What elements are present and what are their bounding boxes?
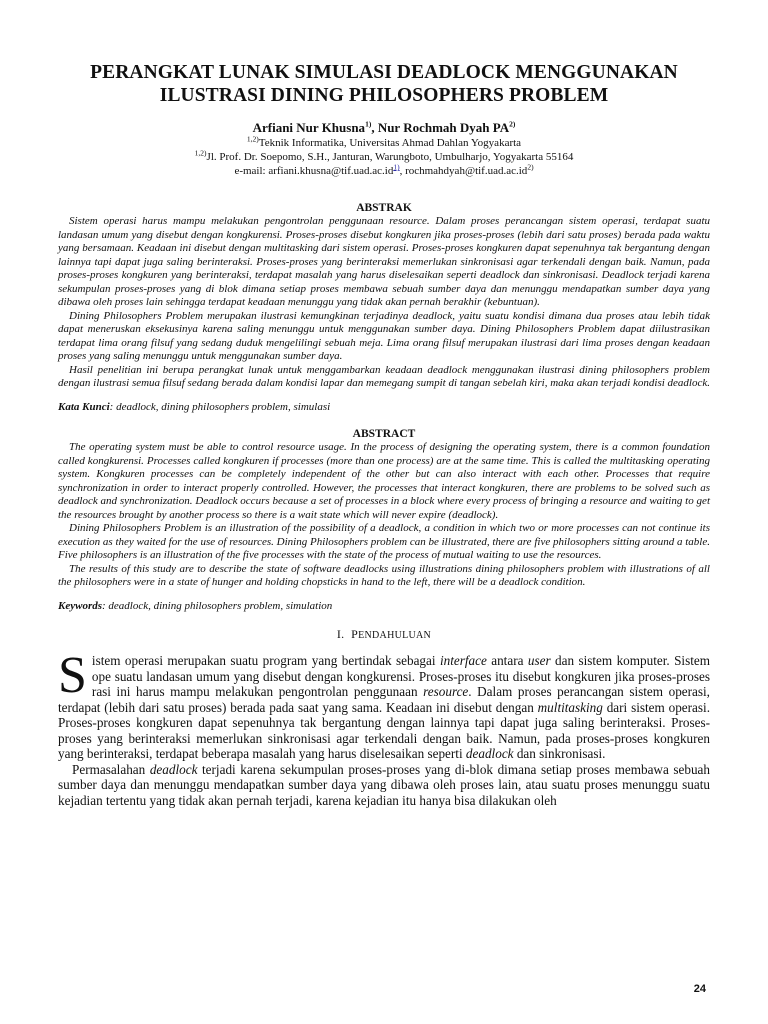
kata-kunci-label: Kata Kunci	[58, 400, 110, 413]
paper-title	[58, 0, 710, 107]
abstract-paragraph-2: Dining Philosophers Problem is an illustration of the possibility of a deadlock, a condition in which two or more processes can not continue its execution as they waited for the use of resources. Dining Philosophers problem can be illustrated, there are five philosophers sitting around a table. Five philosophers is an illustration of the five processes with the state of the process of mutual waiting to use the resources.	[58, 522, 710, 561]
italic-term: multitasking	[537, 699, 603, 715]
email-1[interactable]: e-mail: arfiani.khusna@tif.uad.ac.id	[234, 165, 394, 177]
abstrak-paragraph-2: Dining Philosophers Problem merupakan ilustrasi kemungkinan terjadinya deadlock, yaitu suatu kondisi dimana dua proses atau lebih tidak dapat meneruskan eksekusinya karena saling menunggu untuk menggunakan sumber daya. Dining Philosophers Problem dapat diilustrasikan terdapat lima orang filsuf yang sedang duduk mengelilingi sebuah meja. Lima orang filsuf merupakan ilustrasi dari lima proses dengan keadaan proses yang saling menunggu untuk menggunakan sumber daya.	[58, 309, 710, 362]
abstract-paragraph-3: The results of this study are to describe the state of software deadlocks using illustrations dining philosophers problem with illustrations of all the philosophers were in a state of hunger and holding chopsticks in hand to the left, there will be a deadlock condition.	[58, 562, 710, 588]
abstrak-heading: ABSTRAK	[356, 202, 412, 214]
author-1: Arfiani Nur Khusna	[252, 120, 366, 135]
title-line-1: PERANGKAT LUNAK SIMULASI DEADLOCK MENGGUNAKAN	[90, 62, 678, 83]
title-line-2: ILUSTRASI DINING PHILOSOPHERS PROBLEM	[159, 85, 609, 106]
text-run: dari sistem operasi. Proses-proses kongkuren dapat sepenuhnya tak bergantung dengan lainnya tapi dapat juga saling berinteraksi. Proses-proses yang berinteraksi memerlukan sinkronisasi agar terkendali dengan baik. Namun, pada proses-proses kongkuren yang berinteraksi, terdapat beberapa masalah yang harus diselesaikan seperti	[58, 699, 710, 761]
text-run: antara	[486, 653, 528, 668]
text-run: Permasalahan	[72, 761, 150, 777]
italic-term: resource	[423, 684, 469, 699]
affiliation-dept	[58, 136, 710, 150]
section-heading	[58, 627, 710, 643]
affiliation-address	[58, 150, 710, 164]
keywords-text: : deadlock, dining philosophers problem, simulation	[102, 599, 333, 612]
text-run: dan sinkronisasi.	[513, 746, 606, 761]
keywords-label: Keywords	[58, 599, 102, 612]
abstract-paragraph-1: The operating system must be able to control resource usage. In the process of designing the operating system, there is a common foundation called kongkurensi. Processes called kongkuren if processes (more than one process) are at the same time. This is called the multitasking operating system. Kongkuren processes can be completely independent of the other but can also interact with each other. Processes that require synchronization in order to interact properly controlled. However, the processes that interact kongkuren, there are problems to be solved such as deadlock and synchronization. Deadlock occurs because a set of processes in a block where every process of bringing a resource and waiting to get the resources brought by another process so there is a wait state which will never expire (deadlock).	[58, 441, 710, 521]
section-rest: ENDAHULUAN	[358, 630, 432, 641]
author-line	[58, 120, 710, 136]
abstrak-paragraph-3: Hasil penelitian ini berupa perangkat lunak untuk menggambarkan keadaan deadlock menggunakan ilustrasi dining philosophers problem dengan ilustrasi semua filsuf sedang berada dalam kondisi lapar dan memegang sumpit di tangan sebelah kiri, maka akan terjadi kondisi deadlock.	[58, 363, 710, 389]
email-2-ref: 2)	[527, 162, 534, 172]
italic-term: interface	[439, 653, 487, 668]
email-2[interactable]: , rochmahdyah@tif.uad.ac.id	[399, 165, 528, 177]
addr-text: Jl. Prof. Dr. Soepomo, S.H., Janturan, Warungboto, Umbulharjo, Yogyakarta 55164	[206, 151, 574, 163]
addr-ref: 1,2)	[194, 148, 207, 158]
intro-paragraph-2	[58, 762, 710, 809]
affiliation-email	[58, 164, 710, 178]
italic-term: deadlock	[465, 746, 514, 761]
author-2-ref: 2)	[509, 119, 516, 129]
intro-paragraph-2-text	[58, 762, 710, 808]
italic-term: user	[527, 653, 551, 668]
email-1-ref[interactable]: 1)	[393, 162, 400, 172]
text-run: dan sistem komputer. Sistem ope suatu landasan umum yang disebut dengan kongkurensi. Proses-proses itu disebut kongkuren jika proses-proses rasi ini harus mampu melakukan pengontrolan penggunaan	[91, 653, 710, 699]
author-separator: ,	[371, 120, 378, 135]
text-run: terjadi karena sekumpulan proses-proses yang di-blok dimana setiap proses membawa sebuah sumber daya dan menunggu mendapatkan sumber daya yang dibawa oleh proses lain, atau suatu proses menunggu suatu kejadian tertentu yang tidak akan pernah terjadi, karena kejadian itu hanya bisa dilakukan oleh	[58, 761, 711, 808]
drop-cap: S	[58, 647, 87, 704]
section-first-letter: P	[351, 627, 359, 641]
intro-paragraph-1	[58, 647, 710, 762]
section-number: I.	[336, 627, 345, 641]
keywords	[58, 600, 710, 614]
page-number: 24	[693, 983, 706, 995]
text-run: . Dalam proses perancangan sistem operasi, terdapat (lebih dari satu proses) berada pada saat yang sama. Keadaan ini disebut dengan	[58, 684, 710, 715]
kata-kunci	[58, 401, 710, 415]
abstract-heading: ABSTRACT	[352, 428, 416, 440]
dept-text: Teknik Informatika, Universitas Ahmad Dahlan Yogyakarta	[258, 137, 522, 149]
abstrak-paragraph-1: Sistem operasi harus mampu melakukan pengontrolan penggunaan resource. Dalam proses perancangan sistem operasi, terdapat suatu landasan umum yang disebut dengan kongkurensi. Proses-proses disebut kongkuren jika proses-proses (lebih dari satu proses) berada pada waktu yang bersamaan. Keadaan ini disebut dengan multitasking dari sistem operasi. Proses-proses kongkuren dapat sepenuhnya tak bergantung dengan lainnya tapi dapat juga saling berinteraksi. Proses-proses yang berinteraksi memerlukan sinkronisasi agar terkendali dengan baik. Namun, pada proses-proses kongkuren yang berinteraksi, terdapat masalah yang harus diselesaikan seperti deadlock dan sinkronisasi. Deadlock terjadi karena sekumpulan proses-proses yang di blok dimana setiap proses membawa sebuah sumber daya dan menunggu mendapatkan sumber daya yang dibawa oleh proses lain sehingga terdapat keadaan menunggu yang tidak akan pernah berakhir (kebuntuan).	[58, 215, 710, 308]
author-1-ref: 1)	[365, 119, 372, 129]
author-2: Nur Rochmah Dyah PA	[377, 120, 510, 135]
italic-term: deadlock	[149, 761, 198, 777]
kata-kunci-text: : deadlock, dining philosophers problem, simulasi	[109, 400, 331, 413]
dept-ref: 1,2)	[246, 134, 259, 144]
text-run: istem operasi merupakan suatu program yang bertindak sebagai	[91, 653, 440, 668]
intro-paragraph-1-text	[58, 647, 710, 761]
